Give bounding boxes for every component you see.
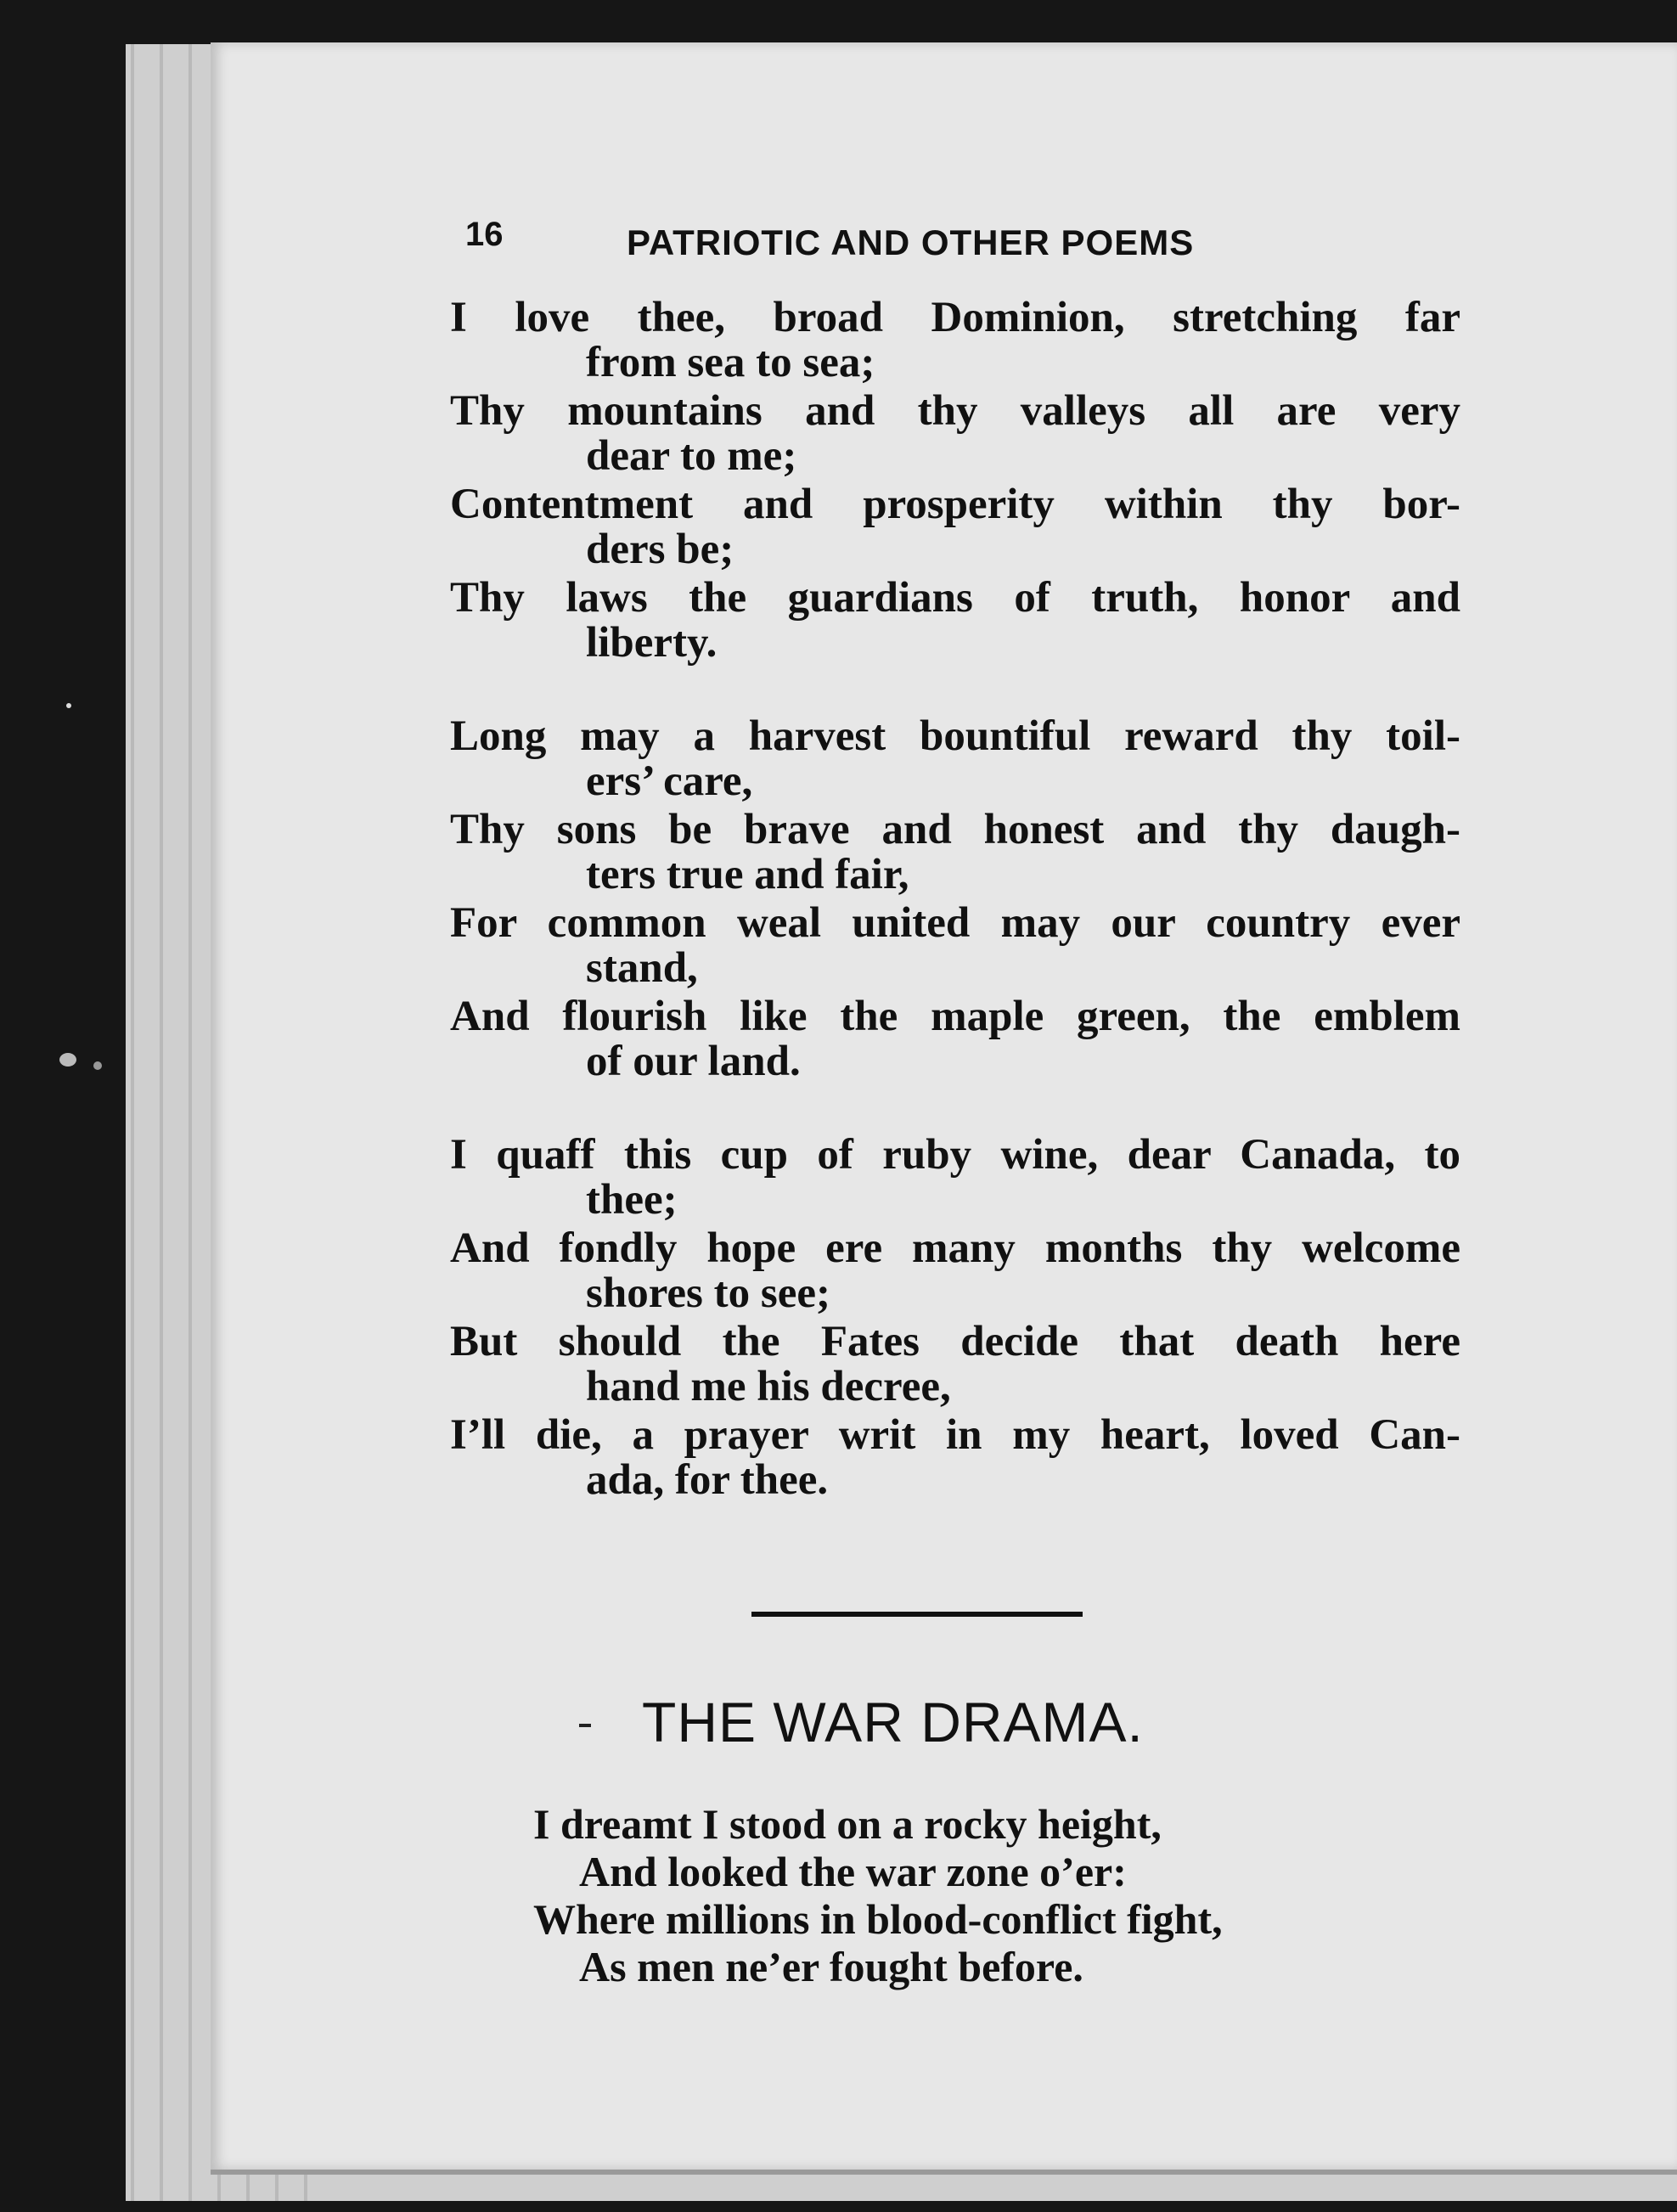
line-continuation: from sea to sea; <box>586 339 875 386</box>
line-text: Thy sons be brave and honest and thy daugh- <box>450 806 1460 853</box>
line-continuation: ada, for thee. <box>586 1456 829 1504</box>
stanza <box>450 714 1460 1084</box>
poem-body <box>450 295 1460 1551</box>
poem-line <box>450 576 1460 666</box>
line-text: Thy laws the guardians of truth, honor and <box>450 574 1460 622</box>
page-edge <box>131 44 134 2201</box>
line-text: Contentment and prosperity within thy bor- <box>450 481 1460 528</box>
scan-speck <box>66 703 71 708</box>
line-continuation: of our land. <box>586 1038 801 1085</box>
verse-line: And looked the war zone o’er: <box>579 1848 1127 1895</box>
page-edge <box>189 44 192 2201</box>
scan-speck <box>59 1053 76 1067</box>
line-continuation: dear to me; <box>586 432 797 480</box>
line-continuation: ters true and fair, <box>586 851 909 898</box>
poem-line <box>450 389 1460 479</box>
line-text: And flourish like the maple green, the emblem <box>450 993 1460 1040</box>
poem-line <box>450 994 1460 1084</box>
poem-line <box>450 1320 1460 1410</box>
line-text: I love thee, broad Dominion, stretching far <box>450 294 1460 341</box>
line-continuation: stand, <box>586 944 698 992</box>
running-head-title: PATRIOTIC AND OTHER POEMS <box>627 222 1195 262</box>
line-text: Long may a harvest bountiful reward thy toil- <box>450 712 1460 760</box>
line-continuation: shores to see; <box>586 1269 830 1317</box>
line-continuation: hand me his decree, <box>586 1363 951 1410</box>
section-title <box>577 1690 1257 1754</box>
line-text: I’ll die, a prayer writ in my heart, loved Can- <box>450 1411 1460 1459</box>
page-bottom-edge <box>211 2170 1677 2175</box>
line-text: And fondly hope ere many months thy welcome <box>450 1224 1460 1272</box>
section-title-text: THE WAR DRAMA. <box>642 1691 1144 1753</box>
poem-line <box>450 1226 1460 1316</box>
line-text: I quaff this cup of ruby wine, dear Canada, to <box>450 1131 1460 1179</box>
war-drama-verse <box>533 1800 1382 1990</box>
page-edge <box>160 44 163 2201</box>
poem-line <box>450 1133 1460 1223</box>
line-text: Thy mountains and thy valleys all are very <box>450 387 1460 435</box>
line-continuation: ders be; <box>586 526 734 573</box>
scan-speck <box>93 1061 102 1070</box>
poem-line <box>450 714 1460 804</box>
poem-line <box>450 808 1460 898</box>
poem-line <box>450 482 1460 572</box>
poem-line <box>450 295 1460 386</box>
stanza <box>450 1133 1460 1503</box>
running-head <box>465 211 1323 270</box>
poem-line <box>450 1413 1460 1503</box>
page-number: 16 <box>465 216 504 253</box>
line-text: But should the Fates decide that death here <box>450 1318 1460 1365</box>
verse-line: As men ne’er fought before. <box>579 1943 1083 1990</box>
line-continuation: ers’ care, <box>586 757 753 805</box>
section-divider-rule <box>751 1612 1083 1617</box>
verse-line: I dreamt I stood on a rocky height, <box>533 1800 1162 1848</box>
line-continuation: liberty. <box>586 619 718 667</box>
line-continuation: thee; <box>586 1176 678 1224</box>
stanza <box>450 295 1460 666</box>
poem-line <box>450 901 1460 991</box>
verse-line: Where millions in blood-conflict fight, <box>533 1895 1223 1943</box>
line-text: For common weal united may our country ever <box>450 899 1460 947</box>
